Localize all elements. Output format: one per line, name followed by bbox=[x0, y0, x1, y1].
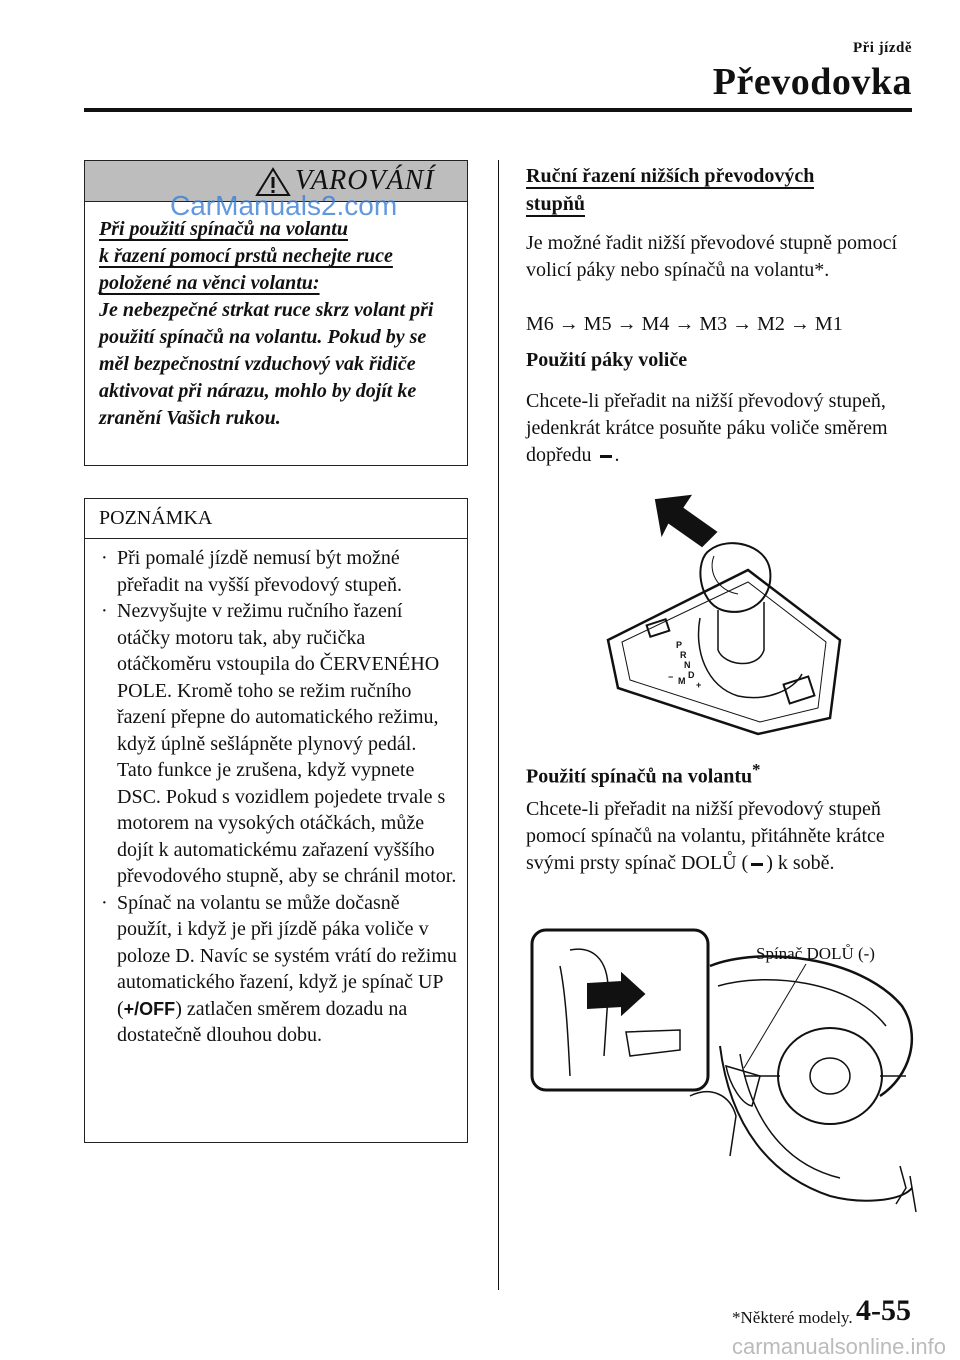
running-header-section: Při jízdě bbox=[852, 40, 912, 56]
note-item bbox=[99, 890, 457, 1049]
gear-sequence: M6 → M5 → M4 → M3 → M2 → M1 bbox=[526, 313, 843, 335]
page-title: Převodovka bbox=[712, 61, 912, 103]
gear-label-r: R bbox=[680, 650, 687, 660]
wheel-end: ) k sobě. bbox=[766, 852, 835, 874]
warning-line-3: položené na věnci volantu: bbox=[99, 272, 320, 294]
wheel-heading-text: Použití spínačů na volantu bbox=[526, 765, 753, 788]
column-divider bbox=[498, 160, 499, 1290]
gear-label-p: P bbox=[676, 640, 683, 650]
section-heading bbox=[526, 162, 916, 218]
bullet: · bbox=[101, 891, 108, 914]
bullet: · bbox=[101, 547, 108, 569]
intro-paragraph: Je možné řadit nižší převodové stupně pomocí volicí páky nebo spínačů na volantu*. bbox=[526, 232, 898, 281]
footnote: *Některé modely. bbox=[732, 1308, 853, 1327]
watermark: CarManuals2.com bbox=[170, 190, 398, 221]
lever-text: Chcete-li přeřadit na nižší převodový stupeň, jedenkrát krátce posuňte páku voliče směrem dopředu bbox=[526, 390, 888, 466]
note-item bbox=[99, 545, 457, 598]
wheel-heading bbox=[526, 756, 916, 791]
note-item-text: Spínač na volantu se může dočasně použít, i když je při jízdě páka voliče v poloze D. Navíc se systém vrátí do režimu automatického řazení, když je spínač UP ( bbox=[117, 891, 457, 1020]
wheel-heading-asterisk: * bbox=[752, 760, 761, 779]
wheel-paragraph bbox=[526, 796, 916, 877]
gear-label-minus: − bbox=[668, 672, 674, 682]
callout-label: Spínač DOLŮ (-) bbox=[756, 944, 875, 963]
warning-line-1: Při použití spínačů na volantu bbox=[99, 218, 348, 240]
section-title-line-2: stupňů bbox=[526, 193, 585, 215]
gear-label-n: N bbox=[684, 660, 691, 670]
warning-line-2: k řazení pomocí prstů nechejte ruce bbox=[99, 245, 393, 267]
note-item-text: Nezvyšujte v režimu ručního řazení otáčky motoru tak, aby ručička otáčkoměru vstoupila do ČERVENÉHO POLE. Kromě toho se režim ručního řazení přepne do automatického režimu, když úplně sešlápněte plynový pedál. bbox=[117, 600, 440, 755]
section-title-line-1: Ruční řazení nižších převodových bbox=[526, 165, 815, 187]
lever-end: . bbox=[614, 444, 620, 466]
note-item-text-end: ) zatlačen směrem dozadu na dostatečně dlouhou dobu. bbox=[117, 997, 408, 1046]
forward-arrow-icon bbox=[656, 496, 716, 546]
steering-wheel-illustration bbox=[530, 926, 920, 1214]
note-box bbox=[84, 498, 468, 1143]
site-watermark: carmanualsonline.info bbox=[731, 1334, 946, 1359]
plus-off-symbol: +/OFF bbox=[123, 998, 176, 1019]
note-title: POZNÁMKA bbox=[85, 499, 467, 539]
gear-shifter-illustration bbox=[598, 490, 848, 738]
note-item-text: Při pomalé jízdě nemusí být možné přeřadit na vyšší převodový stupeň. bbox=[117, 547, 402, 596]
gear-label-m: M bbox=[678, 676, 686, 686]
warning-body bbox=[85, 202, 467, 432]
lever-paragraph bbox=[526, 388, 916, 469]
page-number: 4-55 bbox=[856, 1294, 911, 1327]
gear-label-d: D bbox=[688, 670, 695, 680]
wheel-text: Chcete-li přeřadit na nižší převodový stupeň pomocí spínačů na volantu, přitáhněte krátce svými prsty spínač DOLŮ ( bbox=[526, 798, 885, 874]
minus-icon bbox=[600, 455, 612, 458]
warning-text: Je nebezpečné strkat ruce skrz volant při použití spínačů na volantu. Pokud by se měl bezpečnostní vzduchový vak řidiče aktivovat při nárazu, mohlo by dojít ke zranění Vašich rukou. bbox=[99, 299, 434, 429]
minus-icon bbox=[751, 863, 763, 866]
note-list bbox=[85, 539, 467, 1049]
note-item bbox=[99, 598, 457, 890]
pull-arrow-icon bbox=[588, 974, 644, 1014]
bullet: · bbox=[101, 600, 108, 622]
warning-title: VAROVÁNÍ bbox=[295, 165, 435, 196]
note-item-continuation: Tato funkce je zrušena, když vypnete DSC. Pokud s vozidlem pojedete trvale s motorem na vysokých otáčkách, může dojít k automatickému zařazení vyššího převodového stupně, aby se chránil motor. bbox=[117, 759, 457, 887]
gear-label-plus: + bbox=[696, 680, 702, 690]
lever-heading: Použití páky voliče bbox=[526, 349, 688, 371]
header-rule bbox=[84, 108, 912, 112]
